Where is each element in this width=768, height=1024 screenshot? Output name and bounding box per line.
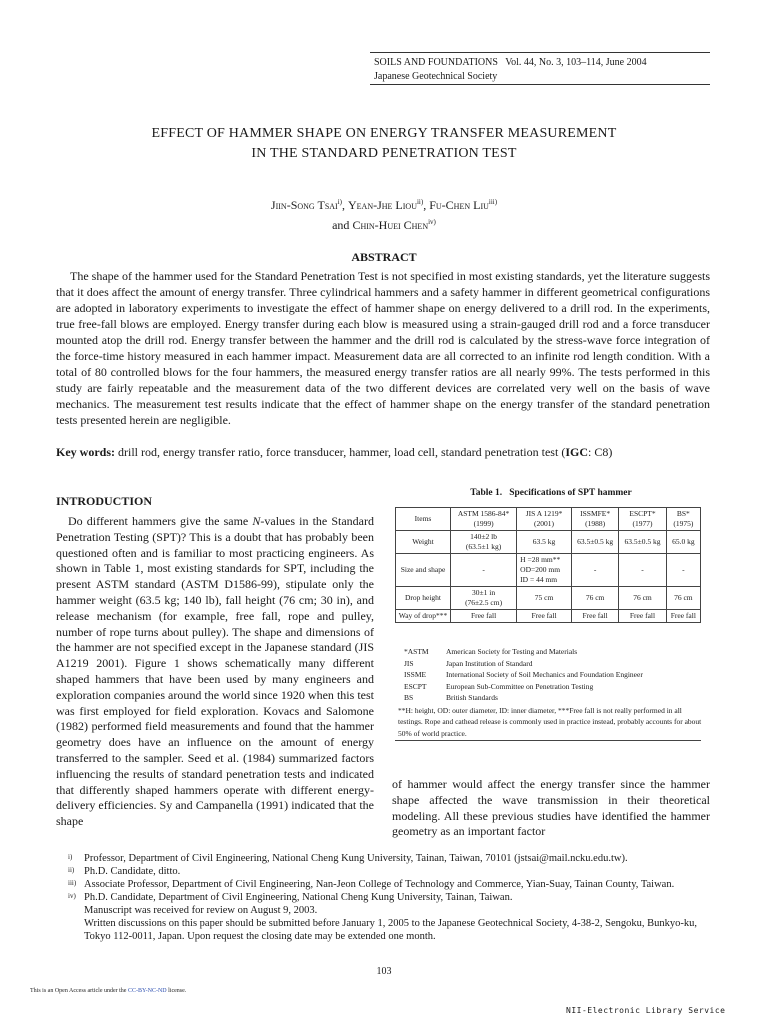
header-items: Items xyxy=(396,508,451,531)
table-header-row xyxy=(396,508,701,531)
author-1: Jiin-Song Tsai xyxy=(270,198,338,212)
author-and: and xyxy=(332,218,350,232)
keywords-text: drill rod, energy transfer ratio, force transducer, hammer, load cell, standard penetration test xyxy=(118,445,559,459)
library-service-label: NII-Electronic Library Service xyxy=(566,1006,726,1015)
footnote: iv) Ph.D. Candidate, Department of Civil Engineering, National Cheng Kung University, Tainan, Taiwan. xyxy=(68,892,513,903)
intro-text-a: Do different hammers give the same xyxy=(68,514,253,528)
abstract-text: The shape of the hammer used for the Standard Penetration Test is not specified in most existing standards, yet the literature suggests that it does affect the amount of energy transfer. Three cylindrical hammers and a safety hammer in different geometrical configurations are adopted in laboratory experiments to investigate the effect of hammer shape on energy delivered to a drill rod. In the experiments, true free-fall blows are employed. Energy transfer during each blow is measured using a strain-gauged drill rod and a force transducer mounted atop the drill rod. Energy transfer between the hammer and the drill rod is calculated by the stress-wave force integration of the force-time history measured in each hammer impact. Measurement data are all corrected to an infinite rod length condition. With a total of 80 controlled blows for the four hammers, the measured energy transfer ratios are all nearly 99%. The tests performed in this study are fairly repeatable and the measurement data of the two different devices are correlated very well on the basis of wave mechanics. The measurement test results indicate that the effect of hammer shape on the energy transfer of the standard penetration tests presented herein are negligible. xyxy=(56,269,710,427)
table-bottom-rule xyxy=(395,740,701,741)
abbr-row: ISSME International Society of Soil Mechanics and Foundation Engineer xyxy=(404,670,643,679)
intro-text-b: -values in the Standard Penetration Testing (SPT)? This is a doubt that has probably been questioned often and is familiar to most practicing engineers. As shown in Table 1, most existing standards for SPT, including the present ASTM standard (ASTM D1586-99), stipulate only the hammer weight (63.5 kg; 140 lb), fall height (76 cm; 30 in), and release mechanism (for example, free fall, rope and pulley, number of rope turns about pulley). The shape and dimensions of the hammer are not specified except in the Japanese standard (JIS A1219 2001). Figure 1 shows schematically many different shaped hammers that have been used by many engineers and exploration companies around the world since 1920 when this test was first employed for field exploration. Kovacs and Salomone (1982) performed field measurements and found that the hammer geometry does have an influence on the amount of energy transferred to the sampler. Seed et al. (1984) summarized factors influencing the results of standard penetration tests and indicated that differently shaped hammers operate with different energy-delivery efficiencies. Sy and Campanella (1991) indicated that the shape xyxy=(56,514,374,829)
footnote: i) Professor, Department of Civil Engineering, National Cheng Kung University, Tainan, Taiwan, 70101 (jstsai@mail.ncku.edu.tw). xyxy=(68,853,628,864)
license-line: This is an Open Access article under the CC-BY-NC-ND license. xyxy=(30,988,187,994)
author-3: Fu-Chen Liu xyxy=(429,198,489,212)
cell-weight-issmfe: 63.5±0.5 kg xyxy=(571,531,618,554)
cell-drop-escpt: 76 cm xyxy=(619,587,666,610)
cell-drop-issmfe: 76 cm xyxy=(571,587,618,610)
abstract-heading: ABSTRACT xyxy=(351,250,417,264)
cell-way-astm: Free fall xyxy=(451,610,517,623)
paper-title xyxy=(60,124,708,164)
table-row-size xyxy=(396,554,701,587)
title-line-2: IN THE STANDARD PENETRATION TEST xyxy=(251,146,517,161)
cell-drop-astm: 30±1 in (76±2.5 cm) xyxy=(451,587,517,610)
author-4-mark: iv) xyxy=(428,218,436,226)
table-abbreviations xyxy=(398,646,708,739)
author-4: Chin-Huei Chen xyxy=(352,218,429,232)
journal-header xyxy=(374,56,647,84)
header-escpt: ESCPT* (1977) xyxy=(619,508,666,531)
introduction-heading: INTRODUCTION xyxy=(56,494,153,508)
license-link[interactable]: CC-BY-NC-ND xyxy=(127,988,167,994)
intro-n-italic: N xyxy=(252,514,261,528)
footnote: ii) Ph.D. Candidate, ditto. xyxy=(68,866,181,877)
introduction-paragraph-right: of hammer would affect the energy transfer since the hammer shape affected the wave transmission in their theoretical modeling. All these previous studies have identified the hammer geometry as an important factor xyxy=(392,777,710,839)
table-caption: Table 1. Specifications of SPT hammer xyxy=(470,488,632,498)
keywords xyxy=(56,444,710,460)
cell-weight-escpt: 63.5±0.5 kg xyxy=(619,531,666,554)
cell-size-label: Size and shape xyxy=(396,554,451,587)
author-3-mark: iii) xyxy=(488,198,498,206)
cell-weight-jis: 63.5 kg xyxy=(517,531,572,554)
footnote: iii) Associate Professor, Department of Civil Engineering, Nan-Jeon College of Technology and Commerce, Yian-Suay, Tainan County, Taiwan. xyxy=(68,879,675,890)
cell-weight-astm: 140±2 lb (63.5±1 kg) xyxy=(451,531,517,554)
cell-way-escpt: Free fall xyxy=(619,610,666,623)
spec-table xyxy=(395,507,701,623)
abbr-row: JIS Japan Institution of Standard xyxy=(404,658,533,668)
igc-value: : C8) xyxy=(587,445,613,459)
abbr-row: ESCPT European Sub-Committee on Penetration Testing xyxy=(404,681,594,691)
igc-open: ( xyxy=(561,445,566,459)
cell-size-jis: H =28 mm** OD=200 mm ID = 44 mm xyxy=(517,554,572,587)
header-issmfe: ISSMFE* (1988) xyxy=(571,508,618,531)
table-row-way xyxy=(396,610,701,623)
cell-size-astm: - xyxy=(451,554,517,587)
abbr-row: *ASTM American Society for Testing and Materials xyxy=(404,647,578,656)
keywords-label: Key words: xyxy=(56,445,115,459)
author-2: Yean-Jhe Liou xyxy=(347,198,417,212)
table-row-weight xyxy=(396,531,701,554)
discussion-note: Written discussions on this paper should be submitted before January 1, 2005 to the Japanese Geotechnical Society, 4-38-2, Sengoku, Bunkyo-ku, Tokyo 112-0011, Japan. Upon request the closing date may be extended one month. xyxy=(84,918,698,942)
cell-drop-jis: 75 cm xyxy=(517,587,572,610)
footnotes xyxy=(68,852,710,943)
society-name: Japanese Geotechnical Society xyxy=(374,71,498,82)
cell-way-bs: Free fall xyxy=(666,610,700,623)
abbr-row: BS British Standards xyxy=(404,693,498,702)
header-bs: BS* (1975) xyxy=(666,508,700,531)
introduction-paragraph-left xyxy=(56,514,374,830)
cell-drop-bs: 76 cm xyxy=(666,587,700,610)
cell-way-issmfe: Free fall xyxy=(571,610,618,623)
cell-weight-label: Weight xyxy=(396,531,451,554)
author-2-mark: ii) xyxy=(416,198,424,206)
cell-size-escpt: - xyxy=(619,554,666,587)
table-note: **H: height, OD: outer diameter, ID: inner diameter, ***Free fall is not really performed in all testings. Rope and cathead release is commonly used in practice instead, probably accounts for about 50% of world practice. xyxy=(398,705,702,738)
cell-drop-label: Drop height xyxy=(396,587,451,610)
cell-size-issmfe: - xyxy=(571,554,618,587)
page-number: 103 xyxy=(376,966,392,977)
header-jis: JIS A 1219* (2001) xyxy=(517,508,572,531)
cell-weight-bs: 65.0 kg xyxy=(666,531,700,554)
header-rule-bottom xyxy=(370,84,710,85)
cell-size-bs: - xyxy=(666,554,700,587)
title-line-1: EFFECT OF HAMMER SHAPE ON ENERGY TRANSFER MEASUREMENT xyxy=(151,126,617,141)
cell-way-label: Way of drop*** xyxy=(396,610,451,623)
journal-citation: SOILS AND FOUNDATIONS Vol. 44, No. 3, 103–114, June 2004 xyxy=(374,57,647,68)
header-rule-top xyxy=(370,52,710,53)
header-astm: ASTM 1586-84* (1999) xyxy=(451,508,517,531)
igc-label: IGC xyxy=(565,445,588,459)
author-list: Jiin-Song Tsai$^{i)}$, Yean-Jhe Liou$^{ii)}$, Fu-Chen Liu$^{iii)}$ and Chin-Huei Chen$^{iv)}$ xyxy=(270,198,498,232)
manuscript-note: Manuscript was received for review on August 9, 2003. xyxy=(84,905,318,916)
table-row-drop xyxy=(396,587,701,610)
author-1-mark: i) xyxy=(337,198,342,206)
cell-way-jis: Free fall xyxy=(517,610,572,623)
